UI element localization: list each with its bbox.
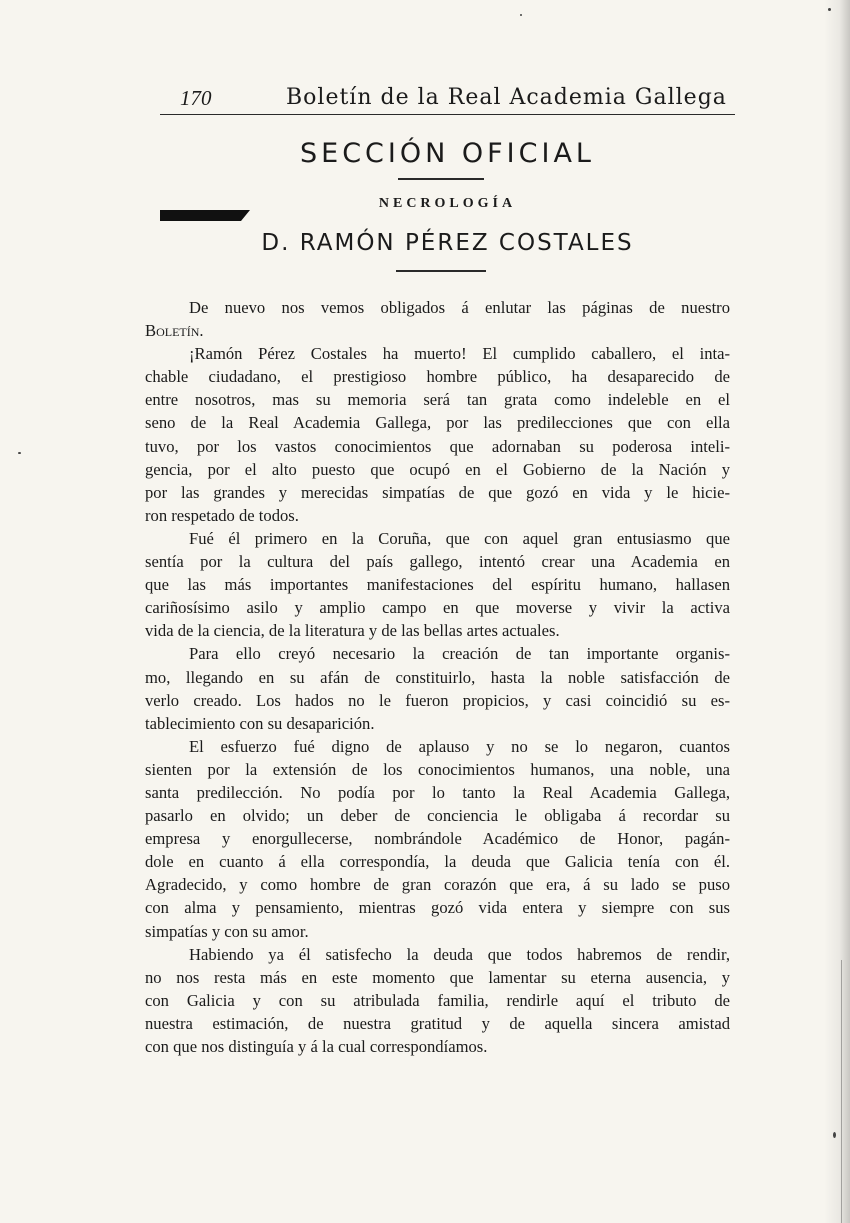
section-title: SECCIÓN OFICIAL xyxy=(300,138,595,169)
scan-edge-shadow xyxy=(824,0,850,1223)
paragraph-line: verlo creado. Los hados no le fueron propicios, y casi coincidió su es- xyxy=(145,690,730,710)
paragraph-line: Fué él primero en la Coruña, que con aquel gran entusiasmo que xyxy=(189,528,730,548)
paragraph-line: simpatías y con su amor. xyxy=(145,921,309,941)
paragraph-line: gencia, por el alto puesto que ocupó en el Gobierno de la Nación y xyxy=(145,459,730,479)
subsection-title: NECROLOGÍA xyxy=(378,196,517,211)
page-header xyxy=(160,80,735,115)
paragraph-line: tuvo, por los vastos conocimientos que adornaban su poderosa inteli- xyxy=(145,436,730,456)
paragraph-line: con alma y pensamiento, mientras gozó vida entera y siempre con sus xyxy=(145,898,730,918)
page-number: 170 xyxy=(180,86,212,110)
paragraph-line: Habiendo ya él satisfecho la deuda que todos habremos de rendir, xyxy=(189,944,730,964)
paragraph-line: De nuevo nos vemos obligados á enlutar las páginas de nuestro xyxy=(189,298,730,317)
obituary-name-heading: D. RAMÓN PÉREZ COSTALES xyxy=(261,230,634,256)
scan-edge-line xyxy=(841,960,842,1223)
paragraph-line: que las más importantes manifestaciones del espíritu humano, hallasen xyxy=(145,575,730,595)
paragraph-line: vida de la ciencia, de la literatura y de las bellas artes actuales. xyxy=(145,621,560,641)
paragraph-line: con que nos distinguía y á la cual correspondíamos. xyxy=(145,1037,488,1056)
scan-speck xyxy=(828,8,831,11)
paragraph-line: seno de la Real Academia Gallega, por las predilecciones que con ella xyxy=(145,413,730,433)
paragraph-line: ¡Ramón Pérez Costales ha muerto! El cumplido caballero, el inta- xyxy=(189,344,730,364)
paragraph-line: por las grandes y merecidas simpatías de que gozó en vida y le hicie- xyxy=(145,482,730,502)
paragraph-line: Boletín. xyxy=(145,321,204,341)
scan-speck xyxy=(18,452,21,454)
paragraph-line: cariñosísimo asilo y amplio campo en que moverse y vivir la activa xyxy=(145,598,730,618)
mourning-bar xyxy=(160,210,250,221)
name-divider xyxy=(396,270,486,272)
paragraph-line: Agradecido, y como hombre de gran corazón que era, á su lado se puso xyxy=(145,875,730,895)
paragraph-line: nuestra estimación, de nuestra gratitud y de aquella sincera amistad xyxy=(145,1013,730,1033)
running-title: Boletín de la Real Academia Gallega xyxy=(286,85,727,110)
title-divider xyxy=(398,178,484,180)
paragraph-line: chable ciudadano, el prestigioso hombre público, ha desaparecido de xyxy=(145,367,730,387)
scan-speck xyxy=(520,14,522,16)
paragraph-line: mo, llegando en su afán de constituirlo, hasta la noble satisfacción de xyxy=(145,667,730,687)
paragraph-line: Para ello creyó necesario la creación de tan importante organis- xyxy=(189,644,730,664)
paragraph-line: pasarlo en olvido; un deber de conciencia le obligaba á recordar su xyxy=(145,806,730,826)
paragraph-line: empresa y enorgullecerse, nombrándole Académico de Honor, pagán- xyxy=(145,829,730,849)
obituary-body xyxy=(145,296,730,1058)
paragraph-line: no nos resta más en este momento que lamentar su eterna ausencia, y xyxy=(145,967,730,987)
paragraph-line: sienten por la extensión de los conocimientos humanos, una noble, una xyxy=(145,759,730,779)
paragraph-line: sentía por la cultura del país gallego, intentó crear una Academia en xyxy=(145,552,730,572)
paragraph-line: con Galicia y con su atribulada familia, rendirle aquí el tributo de xyxy=(145,990,730,1010)
scan-speck xyxy=(833,1132,836,1138)
paragraph-line: entre nosotros, mas su memoria será tan grata como indeleble en el xyxy=(145,390,730,410)
paragraph-line: El esfuerzo fué digno de aplauso y no se lo negaron, cuantos xyxy=(189,736,730,756)
paragraph-line: tablecimiento con su desaparición. xyxy=(145,713,375,733)
paragraph-line: ron respetado de todos. xyxy=(145,505,299,525)
paragraph-line: dole en cuanto á ella correspondía, la deuda que Galicia tenía con él. xyxy=(145,852,730,872)
paragraph-line: santa predilección. No podía por lo tanto la Real Academia Gallega, xyxy=(145,782,730,802)
